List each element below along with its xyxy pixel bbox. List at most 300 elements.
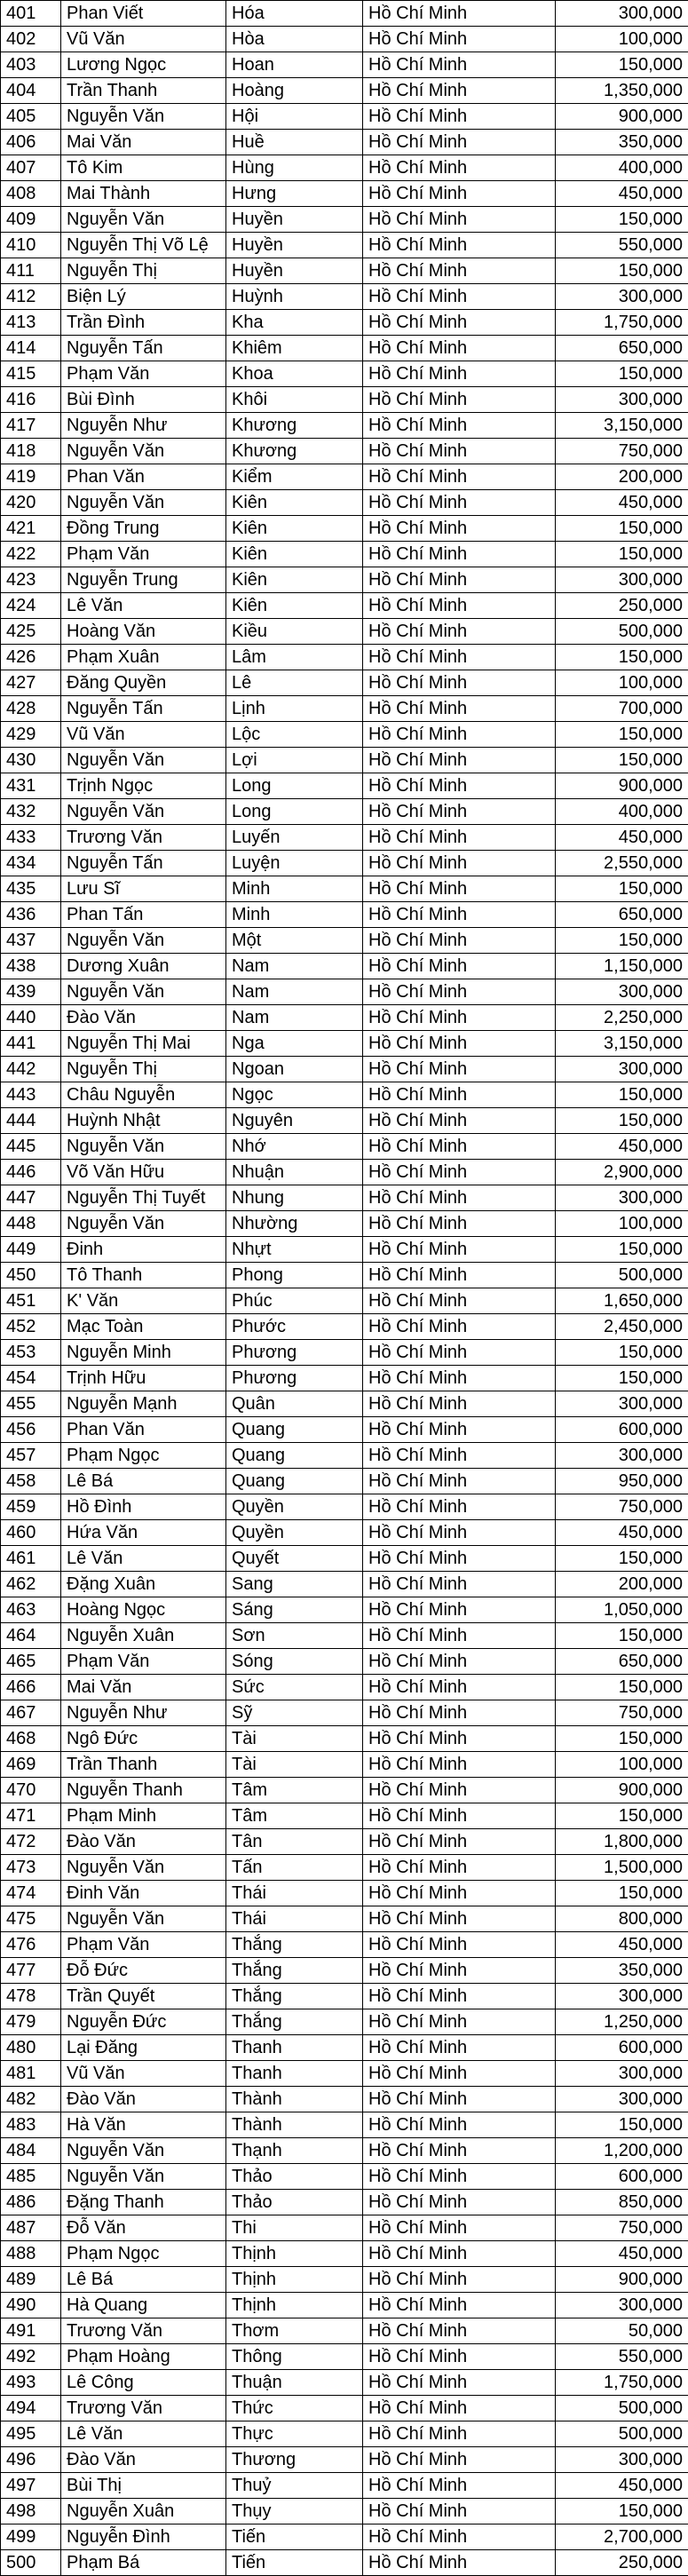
surname-middle-cell[interactable]: Phạm Văn (61, 1932, 226, 1958)
amount-cell[interactable]: 650,000 (556, 1649, 688, 1675)
amount-cell[interactable]: 1,500,000 (556, 1855, 688, 1881)
city-cell[interactable]: Hồ Chí Minh (363, 825, 556, 851)
amount-cell[interactable]: 150,000 (556, 645, 688, 670)
surname-middle-cell[interactable]: Nguyễn Như (61, 413, 226, 439)
city-cell[interactable]: Hồ Chí Minh (363, 2061, 556, 2087)
row-number-cell[interactable]: 482 (1, 2087, 61, 2112)
given-name-cell[interactable]: Nam (226, 979, 363, 1005)
amount-cell[interactable]: 900,000 (556, 104, 688, 130)
city-cell[interactable]: Hồ Chí Minh (363, 1726, 556, 1752)
surname-middle-cell[interactable]: Đỗ Đức (61, 1958, 226, 1984)
surname-middle-cell[interactable]: Hoàng Ngọc (61, 1597, 226, 1623)
city-cell[interactable]: Hồ Chí Minh (363, 516, 556, 542)
row-number-cell[interactable]: 489 (1, 2267, 61, 2293)
given-name-cell[interactable]: Kiên (226, 593, 363, 619)
amount-cell[interactable]: 1,650,000 (556, 1288, 688, 1314)
city-cell[interactable]: Hồ Chí Minh (363, 2421, 556, 2447)
city-cell[interactable]: Hồ Chí Minh (363, 439, 556, 464)
surname-middle-cell[interactable]: Nguyễn Xuân (61, 1623, 226, 1649)
amount-cell[interactable]: 450,000 (556, 825, 688, 851)
surname-middle-cell[interactable]: Nguyễn Văn (61, 928, 226, 954)
given-name-cell[interactable]: Phong (226, 1263, 363, 1288)
row-number-cell[interactable]: 455 (1, 1391, 61, 1417)
row-number-cell[interactable]: 444 (1, 1108, 61, 1134)
given-name-cell[interactable]: Sáng (226, 1597, 363, 1623)
city-cell[interactable]: Hồ Chí Minh (363, 1881, 556, 1906)
city-cell[interactable]: Hồ Chí Minh (363, 1906, 556, 1932)
amount-cell[interactable]: 300,000 (556, 2087, 688, 2112)
surname-middle-cell[interactable]: Lê Văn (61, 593, 226, 619)
city-cell[interactable]: Hồ Chí Minh (363, 2524, 556, 2550)
row-number-cell[interactable]: 450 (1, 1263, 61, 1288)
surname-middle-cell[interactable]: Trần Thanh (61, 1752, 226, 1778)
given-name-cell[interactable]: Nhuận (226, 1160, 363, 1185)
city-cell[interactable]: Hồ Chí Minh (363, 1649, 556, 1675)
amount-cell[interactable]: 2,550,000 (556, 851, 688, 876)
city-cell[interactable]: Hồ Chí Minh (363, 181, 556, 207)
city-cell[interactable]: Hồ Chí Minh (363, 2550, 556, 2576)
amount-cell[interactable]: 150,000 (556, 1803, 688, 1829)
amount-cell[interactable]: 250,000 (556, 593, 688, 619)
surname-middle-cell[interactable]: Trương Văn (61, 825, 226, 851)
row-number-cell[interactable]: 436 (1, 902, 61, 928)
amount-cell[interactable]: 100,000 (556, 670, 688, 696)
city-cell[interactable]: Hồ Chí Minh (363, 1108, 556, 1134)
city-cell[interactable]: Hồ Chí Minh (363, 2267, 556, 2293)
amount-cell[interactable]: 100,000 (556, 1752, 688, 1778)
surname-middle-cell[interactable]: Nguyễn Thị (61, 258, 226, 284)
row-number-cell[interactable]: 495 (1, 2421, 61, 2447)
city-cell[interactable]: Hồ Chí Minh (363, 207, 556, 233)
amount-cell[interactable]: 600,000 (556, 2035, 688, 2061)
city-cell[interactable]: Hồ Chí Minh (363, 722, 556, 748)
given-name-cell[interactable]: Minh (226, 876, 363, 902)
amount-cell[interactable]: 450,000 (556, 2241, 688, 2267)
city-cell[interactable]: Hồ Chí Minh (363, 928, 556, 954)
row-number-cell[interactable]: 496 (1, 2447, 61, 2473)
given-name-cell[interactable]: Sỹ (226, 1700, 363, 1726)
city-cell[interactable]: Hồ Chí Minh (363, 104, 556, 130)
given-name-cell[interactable]: Lâm (226, 645, 363, 670)
given-name-cell[interactable]: Một (226, 928, 363, 954)
surname-middle-cell[interactable]: Hồ Đình (61, 1494, 226, 1520)
surname-middle-cell[interactable]: Hà Quang (61, 2293, 226, 2318)
given-name-cell[interactable]: Kiểm (226, 464, 363, 490)
surname-middle-cell[interactable]: Mai Thành (61, 181, 226, 207)
given-name-cell[interactable]: Tiến (226, 2550, 363, 2576)
city-cell[interactable]: Hồ Chí Minh (363, 773, 556, 799)
given-name-cell[interactable]: Quyền (226, 1494, 363, 1520)
row-number-cell[interactable]: 418 (1, 439, 61, 464)
amount-cell[interactable]: 200,000 (556, 1572, 688, 1597)
amount-cell[interactable]: 2,450,000 (556, 1314, 688, 1340)
row-number-cell[interactable]: 491 (1, 2318, 61, 2344)
row-number-cell[interactable]: 411 (1, 258, 61, 284)
surname-middle-cell[interactable]: Đỗ Văn (61, 2215, 226, 2241)
city-cell[interactable]: Hồ Chí Minh (363, 1520, 556, 1546)
row-number-cell[interactable]: 440 (1, 1005, 61, 1031)
city-cell[interactable]: Hồ Chí Minh (363, 2164, 556, 2190)
given-name-cell[interactable]: Huỳnh (226, 284, 363, 310)
given-name-cell[interactable]: Hoan (226, 52, 363, 78)
row-number-cell[interactable]: 477 (1, 1958, 61, 1984)
surname-middle-cell[interactable]: Hà Văn (61, 2112, 226, 2138)
row-number-cell[interactable]: 433 (1, 825, 61, 851)
given-name-cell[interactable]: Thịnh (226, 2241, 363, 2267)
given-name-cell[interactable]: Thắng (226, 1958, 363, 1984)
amount-cell[interactable]: 150,000 (556, 1675, 688, 1700)
city-cell[interactable]: Hồ Chí Minh (363, 1855, 556, 1881)
row-number-cell[interactable]: 468 (1, 1726, 61, 1752)
row-number-cell[interactable]: 493 (1, 2370, 61, 2396)
surname-middle-cell[interactable]: Lại Đăng (61, 2035, 226, 2061)
row-number-cell[interactable]: 434 (1, 851, 61, 876)
city-cell[interactable]: Hồ Chí Minh (363, 2447, 556, 2473)
amount-cell[interactable]: 1,250,000 (556, 2009, 688, 2035)
city-cell[interactable]: Hồ Chí Minh (363, 851, 556, 876)
given-name-cell[interactable]: Nguyên (226, 1108, 363, 1134)
surname-middle-cell[interactable]: Nguyễn Văn (61, 1134, 226, 1160)
amount-cell[interactable]: 150,000 (556, 1366, 688, 1391)
given-name-cell[interactable]: Thịnh (226, 2267, 363, 2293)
given-name-cell[interactable]: Quang (226, 1469, 363, 1494)
row-number-cell[interactable]: 484 (1, 2138, 61, 2164)
row-number-cell[interactable]: 426 (1, 645, 61, 670)
row-number-cell[interactable]: 401 (1, 1, 61, 27)
city-cell[interactable]: Hồ Chí Minh (363, 310, 556, 336)
city-cell[interactable]: Hồ Chí Minh (363, 748, 556, 773)
city-cell[interactable]: Hồ Chí Minh (363, 1340, 556, 1366)
surname-middle-cell[interactable]: Nguyễn Đức (61, 2009, 226, 2035)
amount-cell[interactable]: 150,000 (556, 1726, 688, 1752)
city-cell[interactable]: Hồ Chí Minh (363, 284, 556, 310)
row-number-cell[interactable]: 459 (1, 1494, 61, 1520)
surname-middle-cell[interactable]: Tô Kim (61, 155, 226, 181)
given-name-cell[interactable]: Thực (226, 2421, 363, 2447)
amount-cell[interactable]: 550,000 (556, 233, 688, 258)
row-number-cell[interactable]: 432 (1, 799, 61, 825)
given-name-cell[interactable]: Kha (226, 310, 363, 336)
given-name-cell[interactable]: Sóng (226, 1649, 363, 1675)
city-cell[interactable]: Hồ Chí Minh (363, 464, 556, 490)
amount-cell[interactable]: 300,000 (556, 567, 688, 593)
city-cell[interactable]: Hồ Chí Minh (363, 1134, 556, 1160)
row-number-cell[interactable]: 430 (1, 748, 61, 773)
surname-middle-cell[interactable]: Trịnh Ngọc (61, 773, 226, 799)
surname-middle-cell[interactable]: Trần Quyết (61, 1984, 226, 2009)
row-number-cell[interactable]: 431 (1, 773, 61, 799)
row-number-cell[interactable]: 423 (1, 567, 61, 593)
city-cell[interactable]: Hồ Chí Minh (363, 670, 556, 696)
surname-middle-cell[interactable]: Nguyễn Minh (61, 1340, 226, 1366)
given-name-cell[interactable]: Thái (226, 1881, 363, 1906)
amount-cell[interactable]: 100,000 (556, 27, 688, 52)
amount-cell[interactable]: 300,000 (556, 1984, 688, 2009)
amount-cell[interactable]: 300,000 (556, 1057, 688, 1082)
given-name-cell[interactable]: Hóa (226, 1, 363, 27)
amount-cell[interactable]: 150,000 (556, 1340, 688, 1366)
amount-cell[interactable]: 350,000 (556, 1958, 688, 1984)
surname-middle-cell[interactable]: Trần Đình (61, 310, 226, 336)
given-name-cell[interactable]: Nhớ (226, 1134, 363, 1160)
given-name-cell[interactable]: Minh (226, 902, 363, 928)
surname-middle-cell[interactable]: Trương Văn (61, 2396, 226, 2421)
row-number-cell[interactable]: 499 (1, 2524, 61, 2550)
city-cell[interactable]: Hồ Chí Minh (363, 2112, 556, 2138)
given-name-cell[interactable]: Thanh (226, 2061, 363, 2087)
surname-middle-cell[interactable]: Lê Bá (61, 2267, 226, 2293)
surname-middle-cell[interactable]: Phạm Hoàng (61, 2344, 226, 2370)
amount-cell[interactable]: 150,000 (556, 2499, 688, 2524)
city-cell[interactable]: Hồ Chí Minh (363, 1932, 556, 1958)
surname-middle-cell[interactable]: Nguyễn Thị (61, 1057, 226, 1082)
given-name-cell[interactable]: Thơm (226, 2318, 363, 2344)
surname-middle-cell[interactable]: Mai Văn (61, 1675, 226, 1700)
amount-cell[interactable]: 300,000 (556, 1185, 688, 1211)
city-cell[interactable]: Hồ Chí Minh (363, 1623, 556, 1649)
city-cell[interactable]: Hồ Chí Minh (363, 233, 556, 258)
given-name-cell[interactable]: Tâm (226, 1778, 363, 1803)
given-name-cell[interactable]: Khương (226, 413, 363, 439)
row-number-cell[interactable]: 437 (1, 928, 61, 954)
row-number-cell[interactable]: 456 (1, 1417, 61, 1443)
amount-cell[interactable]: 1,200,000 (556, 2138, 688, 2164)
given-name-cell[interactable]: Hòa (226, 27, 363, 52)
row-number-cell[interactable]: 402 (1, 27, 61, 52)
city-cell[interactable]: Hồ Chí Minh (363, 1958, 556, 1984)
given-name-cell[interactable]: Quang (226, 1417, 363, 1443)
row-number-cell[interactable]: 492 (1, 2344, 61, 2370)
surname-middle-cell[interactable]: Nguyễn Như (61, 1700, 226, 1726)
amount-cell[interactable]: 500,000 (556, 2396, 688, 2421)
given-name-cell[interactable]: Thuận (226, 2370, 363, 2396)
city-cell[interactable]: Hồ Chí Minh (363, 2473, 556, 2499)
city-cell[interactable]: Hồ Chí Minh (363, 1984, 556, 2009)
given-name-cell[interactable]: Phước (226, 1314, 363, 1340)
row-number-cell[interactable]: 451 (1, 1288, 61, 1314)
row-number-cell[interactable]: 460 (1, 1520, 61, 1546)
surname-middle-cell[interactable]: Đinh (61, 1237, 226, 1263)
amount-cell[interactable]: 450,000 (556, 1932, 688, 1958)
city-cell[interactable]: Hồ Chí Minh (363, 2138, 556, 2164)
given-name-cell[interactable]: Quyết (226, 1546, 363, 1572)
surname-middle-cell[interactable]: Nguyễn Văn (61, 104, 226, 130)
given-name-cell[interactable]: Phương (226, 1340, 363, 1366)
city-cell[interactable]: Hồ Chí Minh (363, 78, 556, 104)
amount-cell[interactable]: 350,000 (556, 130, 688, 155)
amount-cell[interactable]: 1,750,000 (556, 2370, 688, 2396)
surname-middle-cell[interactable]: Nguyễn Tấn (61, 851, 226, 876)
given-name-cell[interactable]: Thanh (226, 2035, 363, 2061)
surname-middle-cell[interactable]: Đào Văn (61, 1829, 226, 1855)
row-number-cell[interactable]: 497 (1, 2473, 61, 2499)
amount-cell[interactable]: 150,000 (556, 207, 688, 233)
row-number-cell[interactable]: 461 (1, 1546, 61, 1572)
given-name-cell[interactable]: Thành (226, 2112, 363, 2138)
row-number-cell[interactable]: 463 (1, 1597, 61, 1623)
given-name-cell[interactable]: Huyền (226, 207, 363, 233)
amount-cell[interactable]: 150,000 (556, 1082, 688, 1108)
city-cell[interactable]: Hồ Chí Minh (363, 1778, 556, 1803)
row-number-cell[interactable]: 435 (1, 876, 61, 902)
given-name-cell[interactable]: Nhựt (226, 1237, 363, 1263)
city-cell[interactable]: Hồ Chí Minh (363, 1005, 556, 1031)
city-cell[interactable]: Hồ Chí Minh (363, 1082, 556, 1108)
row-number-cell[interactable]: 464 (1, 1623, 61, 1649)
row-number-cell[interactable]: 485 (1, 2164, 61, 2190)
surname-middle-cell[interactable]: Phạm Xuân (61, 645, 226, 670)
row-number-cell[interactable]: 471 (1, 1803, 61, 1829)
surname-middle-cell[interactable]: Đồng Trung (61, 516, 226, 542)
given-name-cell[interactable]: Phương (226, 1366, 363, 1391)
given-name-cell[interactable]: Tiến (226, 2524, 363, 2550)
row-number-cell[interactable]: 445 (1, 1134, 61, 1160)
amount-cell[interactable]: 850,000 (556, 2190, 688, 2215)
surname-middle-cell[interactable]: Phạm Minh (61, 1803, 226, 1829)
row-number-cell[interactable]: 419 (1, 464, 61, 490)
amount-cell[interactable]: 500,000 (556, 2421, 688, 2447)
city-cell[interactable]: Hồ Chí Minh (363, 593, 556, 619)
city-cell[interactable]: Hồ Chí Minh (363, 130, 556, 155)
given-name-cell[interactable]: Thi (226, 2215, 363, 2241)
given-name-cell[interactable]: Lợi (226, 748, 363, 773)
surname-middle-cell[interactable]: Võ Văn Hữu (61, 1160, 226, 1185)
amount-cell[interactable]: 150,000 (556, 2112, 688, 2138)
row-number-cell[interactable]: 478 (1, 1984, 61, 2009)
row-number-cell[interactable]: 500 (1, 2550, 61, 2576)
city-cell[interactable]: Hồ Chí Minh (363, 490, 556, 516)
amount-cell[interactable]: 450,000 (556, 181, 688, 207)
surname-middle-cell[interactable]: Nguyễn Văn (61, 799, 226, 825)
amount-cell[interactable]: 2,900,000 (556, 1160, 688, 1185)
city-cell[interactable]: Hồ Chí Minh (363, 876, 556, 902)
row-number-cell[interactable]: 466 (1, 1675, 61, 1700)
amount-cell[interactable]: 150,000 (556, 748, 688, 773)
given-name-cell[interactable]: Tâm (226, 1803, 363, 1829)
amount-cell[interactable]: 150,000 (556, 722, 688, 748)
given-name-cell[interactable]: Hùng (226, 155, 363, 181)
city-cell[interactable]: Hồ Chí Minh (363, 1160, 556, 1185)
city-cell[interactable]: Hồ Chí Minh (363, 2396, 556, 2421)
given-name-cell[interactable]: Thái (226, 1906, 363, 1932)
amount-cell[interactable]: 150,000 (556, 258, 688, 284)
amount-cell[interactable]: 50,000 (556, 2318, 688, 2344)
city-cell[interactable]: Hồ Chí Minh (363, 387, 556, 413)
surname-middle-cell[interactable]: Trần Thanh (61, 78, 226, 104)
surname-middle-cell[interactable]: Lương Ngọc (61, 52, 226, 78)
amount-cell[interactable]: 250,000 (556, 2550, 688, 2576)
city-cell[interactable]: Hồ Chí Minh (363, 2241, 556, 2267)
amount-cell[interactable]: 150,000 (556, 516, 688, 542)
row-number-cell[interactable]: 469 (1, 1752, 61, 1778)
city-cell[interactable]: Hồ Chí Minh (363, 2087, 556, 2112)
amount-cell[interactable]: 3,150,000 (556, 413, 688, 439)
surname-middle-cell[interactable]: Lưu Sĩ (61, 876, 226, 902)
row-number-cell[interactable]: 448 (1, 1211, 61, 1237)
row-number-cell[interactable]: 429 (1, 722, 61, 748)
surname-middle-cell[interactable]: Phạm Văn (61, 542, 226, 567)
amount-cell[interactable]: 750,000 (556, 439, 688, 464)
city-cell[interactable]: Hồ Chí Minh (363, 1494, 556, 1520)
given-name-cell[interactable]: Thắng (226, 1932, 363, 1958)
row-number-cell[interactable]: 487 (1, 2215, 61, 2241)
amount-cell[interactable]: 950,000 (556, 1469, 688, 1494)
city-cell[interactable]: Hồ Chí Minh (363, 2035, 556, 2061)
surname-middle-cell[interactable]: Nguyễn Thị Tuyết (61, 1185, 226, 1211)
surname-middle-cell[interactable]: Lê Bá (61, 1469, 226, 1494)
surname-middle-cell[interactable]: Tô Thanh (61, 1263, 226, 1288)
surname-middle-cell[interactable]: Nguyễn Văn (61, 979, 226, 1005)
row-number-cell[interactable]: 410 (1, 233, 61, 258)
row-number-cell[interactable]: 473 (1, 1855, 61, 1881)
given-name-cell[interactable]: Hội (226, 104, 363, 130)
given-name-cell[interactable]: Kiên (226, 542, 363, 567)
amount-cell[interactable]: 1,350,000 (556, 78, 688, 104)
surname-middle-cell[interactable]: Nguyễn Văn (61, 748, 226, 773)
given-name-cell[interactable]: Hưng (226, 181, 363, 207)
surname-middle-cell[interactable]: Vũ Văn (61, 722, 226, 748)
city-cell[interactable]: Hồ Chí Minh (363, 645, 556, 670)
surname-middle-cell[interactable]: Ngô Đức (61, 1726, 226, 1752)
surname-middle-cell[interactable]: Đặng Xuân (61, 1572, 226, 1597)
surname-middle-cell[interactable]: Bùi Đình (61, 387, 226, 413)
city-cell[interactable]: Hồ Chí Minh (363, 1391, 556, 1417)
given-name-cell[interactable]: Quân (226, 1391, 363, 1417)
city-cell[interactable]: Hồ Chí Minh (363, 413, 556, 439)
amount-cell[interactable]: 300,000 (556, 979, 688, 1005)
row-number-cell[interactable]: 428 (1, 696, 61, 722)
amount-cell[interactable]: 150,000 (556, 1108, 688, 1134)
given-name-cell[interactable]: Khôi (226, 387, 363, 413)
amount-cell[interactable]: 150,000 (556, 1623, 688, 1649)
given-name-cell[interactable]: Nhung (226, 1185, 363, 1211)
surname-middle-cell[interactable]: Biện Lý (61, 284, 226, 310)
given-name-cell[interactable]: Thảo (226, 2164, 363, 2190)
city-cell[interactable]: Hồ Chí Minh (363, 1572, 556, 1597)
surname-middle-cell[interactable]: Phạm Bá (61, 2550, 226, 2576)
amount-cell[interactable]: 500,000 (556, 619, 688, 645)
given-name-cell[interactable]: Nhường (226, 1211, 363, 1237)
given-name-cell[interactable]: Thuỷ (226, 2473, 363, 2499)
amount-cell[interactable]: 3,150,000 (556, 1031, 688, 1057)
given-name-cell[interactable]: Long (226, 799, 363, 825)
amount-cell[interactable]: 300,000 (556, 1391, 688, 1417)
amount-cell[interactable]: 300,000 (556, 1, 688, 27)
city-cell[interactable]: Hồ Chí Minh (363, 799, 556, 825)
row-number-cell[interactable]: 474 (1, 1881, 61, 1906)
row-number-cell[interactable]: 488 (1, 2241, 61, 2267)
given-name-cell[interactable]: Thông (226, 2344, 363, 2370)
amount-cell[interactable]: 1,800,000 (556, 1829, 688, 1855)
row-number-cell[interactable]: 412 (1, 284, 61, 310)
surname-middle-cell[interactable]: Nguyễn Văn (61, 207, 226, 233)
row-number-cell[interactable]: 407 (1, 155, 61, 181)
given-name-cell[interactable]: Thức (226, 2396, 363, 2421)
amount-cell[interactable]: 150,000 (556, 1237, 688, 1263)
row-number-cell[interactable]: 494 (1, 2396, 61, 2421)
amount-cell[interactable]: 400,000 (556, 155, 688, 181)
given-name-cell[interactable]: Ngọc (226, 1082, 363, 1108)
amount-cell[interactable]: 650,000 (556, 336, 688, 361)
amount-cell[interactable]: 300,000 (556, 1443, 688, 1469)
city-cell[interactable]: Hồ Chí Minh (363, 1597, 556, 1623)
amount-cell[interactable]: 400,000 (556, 799, 688, 825)
surname-middle-cell[interactable]: Nguyễn Đình (61, 2524, 226, 2550)
row-number-cell[interactable]: 486 (1, 2190, 61, 2215)
city-cell[interactable]: Hồ Chí Minh (363, 1803, 556, 1829)
surname-middle-cell[interactable]: Phan Tấn (61, 902, 226, 928)
surname-middle-cell[interactable]: Nguyễn Văn (61, 1855, 226, 1881)
